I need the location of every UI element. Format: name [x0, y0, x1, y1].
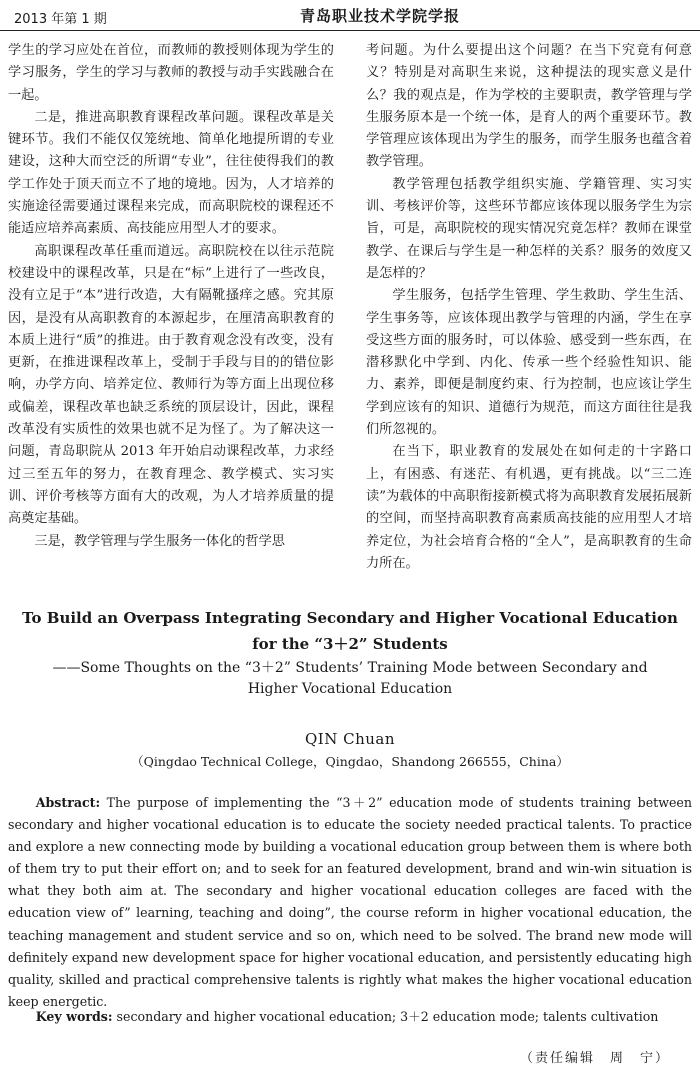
english-title-line-1: To Build an Overpass Integrating Secondary and Higher Vocational Education	[22, 609, 678, 627]
body-paragraph: 学生的学习应处在首位，而教师的教授则体现为学生的学习服务，学生的学习与教师的教授与动手实践融合在一起。	[8, 43, 334, 103]
body-paragraph: 二是，推进高职教育课程改革问题。课程改革是关键环节。我们不能仅仅笼统地、简单化地提所谓的专业建设，这种大而空泛的所谓“专业”，往往使得我们的教学工作处于顶天而立不了地的境地。因为，人才培养的实施途径需要通过课程来完成，而高职院校的课程还不能适应培养高素质、高技能应用型人才的要求。	[8, 109, 334, 237]
left-column	[8, 40, 334, 553]
right-column	[366, 40, 692, 575]
english-subtitle-line-1: ——Some Thoughts on the “3＋2” Students’ Training Mode between Secondary and	[52, 660, 648, 676]
english-title-line-2: for the “3＋2” Students	[252, 635, 448, 653]
abstract-label: Abstract:	[35, 795, 101, 810]
keywords-text: secondary and higher vocational education; 3＋2 education mode; talents cultivation	[112, 1009, 659, 1024]
body-paragraph: 学生服务，包括学生管理、学生救助、学生生活、学生事务等，应该体现出教学与管理的内涵，学生在享受这些方面的服务时，可以体验、感受到一些东西，在潜移默化中学到、内化、传承一些个经验性知识、能力、素养，即便是制度约束、行为控制，也应该让学生学到应该有的知识、道德行为规范，而这方面往往是我们所忽视的。	[366, 288, 692, 438]
journal-name: 青岛职业技术学院学报	[300, 7, 461, 25]
abstract	[8, 792, 692, 1013]
author-name: QIN Chuan	[304, 730, 396, 748]
body-paragraph: 教学管理包括教学组织实施、学籍管理、实习实训、考核评价等，这些环节都应该体现以服务学生为宗旨，可是，高职院校的现实情况究竟怎样？教师在课堂教学、在课后与学生是一种怎样的关系？服务的效度又是怎样的？	[366, 176, 692, 281]
editor-note: （责任编辑 周 宁）	[520, 1051, 671, 1066]
abstract-text: The purpose of implementing the “3＋2” education mode of students training between secondary and higher vocational education is to educate the society needed practical talents. To practice and explore a new connecting mode by building a vocational education group between them is where both of them try to put their effort on; and to seek for an featured development, brand and win-win situation is what they both aim at. The secondary and higher vocational education colleges are faced with the education view of” learning, teaching and doing”, the course reform in higher vocational education, the teaching management and student service and so on, which need to be solved. The brand new mode will definitely expand new development space for higher vocational education, and persistently educating high quality, skilled and practical comprehensive talents is rightly what makes the higher vocational education keep energetic.	[8, 795, 692, 1009]
english-subtitle-line-2: Higher Vocational Education	[247, 681, 453, 697]
body-paragraph: 在当下，职业教育的发展处在如何走的十字路口上，有困惑、有迷茫、有机遇，更有挑战。以“三二连读”为载体的中高职衔接新模式将为高职教育发展拓展新的空间，而坚持高职教育高素质高技能的应用型人才培养定位，为社会培育合格的“全人”，是高职教育的生命力所在。	[366, 444, 692, 571]
page-header	[0, 0, 700, 31]
body-paragraph: 高职课程改革任重而道远。高职院校在以往示范院校建设中的课程改革，只是在“标”上进行了一些改良，没有立足于“本”进行改造，大有隔靴搔痒之感。究其原因，是没有从高职教育的本源起步，在厘清高职教育的本质上进行“质”的推进。由于教育观念没有改变，没有更新，在推进课程改革上，受制于手段与目的的错位影响，办学方向、培养定位、教师行为等方面上出现位移或偏差，课程改革也缺乏系统的顶层设计，因此，课程改革没有实质性的效果也就不足为怪了。为了解决这一问题，青岛职院从 2013 年开始启动课程改革，力求经过三至五年的努力，在教育理念、教学模式、实习实训、评价考核等方面有大的改观，为人才培养质量的提高奠定基础。	[8, 243, 334, 527]
body-paragraph: 三是，教学管理与学生服务一体化的哲学思	[34, 533, 285, 549]
body-paragraph: 考问题。为什么要提出这个问题？在当下究竟有何意义？特别是对高职生来说，这种提法的现实意义是什么？我的观点是，作为学校的主要职责，教学管理与学生服务原本是一个统一体，是育人的两个重要环节。教学管理应该体现出为学生的服务，而学生服务也蕴含着教学管理。	[366, 43, 692, 170]
author-affiliation: （Qingdao Technical College，Qingdao，Shandong 266555，China）	[131, 754, 569, 769]
keywords-label: Key words:	[35, 1009, 113, 1024]
issue-label: 2013 年第 1 期	[14, 12, 107, 27]
keywords	[8, 1006, 692, 1025]
